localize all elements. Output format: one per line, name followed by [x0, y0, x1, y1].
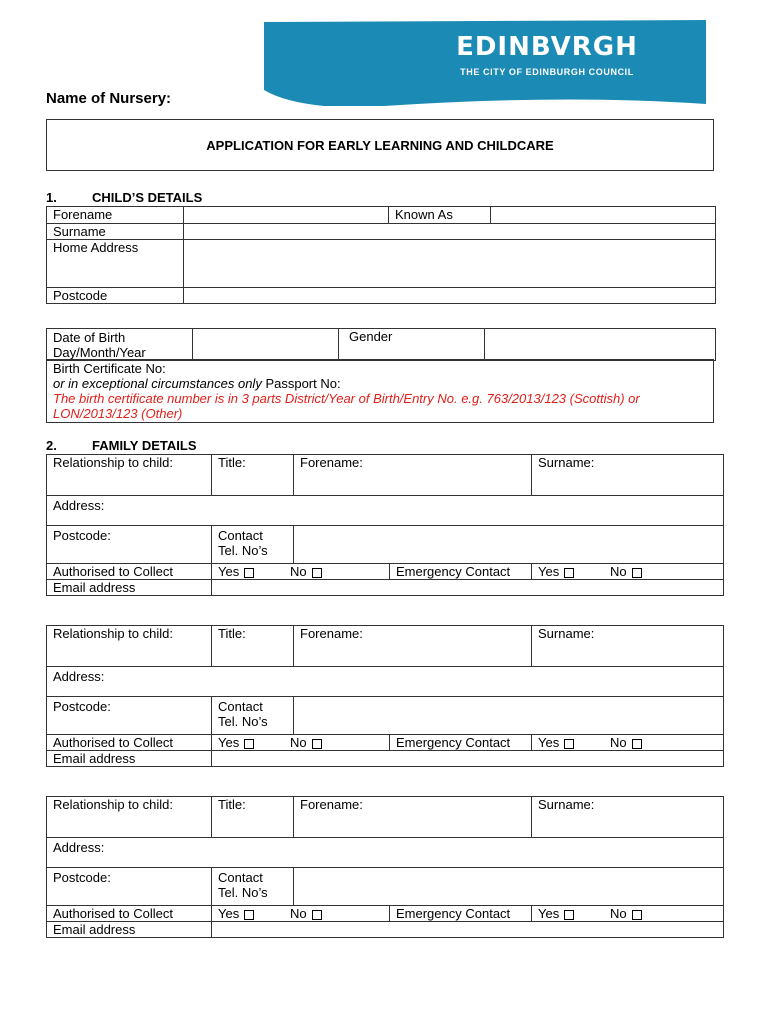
authorised-label: Authorised to Collect — [47, 564, 212, 580]
logo-wordmark: EDINBVRGH — [456, 32, 638, 62]
authorised-options — [212, 735, 390, 751]
email-label: Email address — [47, 922, 212, 938]
authorised-options — [212, 906, 390, 922]
child-known-as-field[interactable] — [491, 207, 716, 224]
postcode-field[interactable]: Postcode: — [47, 526, 212, 564]
contact-number-field[interactable] — [294, 526, 724, 564]
emergency-yes-label: Yes — [538, 564, 560, 579]
emergency-label: Emergency Contact — [390, 906, 532, 922]
surname-label: Surname — [47, 224, 184, 240]
known-as-label: Known As — [389, 207, 491, 224]
surname-field[interactable]: Surname: — [532, 626, 724, 667]
contact-label — [212, 697, 294, 735]
dob-table — [46, 328, 716, 361]
birth-cert-label: Birth Certificate No: — [53, 361, 166, 376]
address-field[interactable]: Address: — [47, 496, 724, 526]
email-field[interactable] — [212, 580, 724, 596]
section-2-heading — [46, 438, 346, 454]
form-title: APPLICATION FOR EARLY LEARNING AND CHILDCARE — [46, 119, 714, 171]
birth-cert-note: The birth certificate number is in 3 parts District/Year of Birth/Entry No. e.g. 763/2013/123 (Scottish) or LON/2013/123 (Other) — [53, 391, 640, 421]
emergency-no-option[interactable] — [610, 735, 642, 750]
contact-number-field[interactable] — [294, 697, 724, 735]
relationship-label[interactable]: Relationship to child: — [47, 455, 212, 496]
section-2-number: 2. — [46, 438, 57, 453]
address-field[interactable]: Address: — [47, 667, 724, 697]
family-member-table — [46, 625, 724, 767]
section-1-heading — [46, 190, 346, 206]
section-2-title: FAMILY DETAILS — [92, 438, 197, 453]
contact-label-line2: Tel. No’s — [218, 543, 268, 558]
authorised-no-option[interactable] — [290, 735, 322, 750]
gender-label: Gender — [339, 329, 485, 361]
checkbox-icon[interactable] — [564, 910, 574, 920]
emergency-options — [532, 906, 724, 922]
child-details-table — [46, 206, 716, 304]
emergency-no-option[interactable] — [610, 564, 642, 579]
contact-label-line1: Contact — [218, 699, 263, 714]
gender-field[interactable] — [485, 329, 716, 361]
title-label[interactable]: Title: — [212, 455, 294, 496]
emergency-no-label: No — [610, 564, 627, 579]
contact-label-line2: Tel. No’s — [218, 885, 268, 900]
relationship-label[interactable]: Relationship to child: — [47, 797, 212, 838]
birth-certificate-block[interactable] — [46, 359, 714, 423]
email-field[interactable] — [212, 751, 724, 767]
checkbox-icon[interactable] — [312, 739, 322, 749]
emergency-no-label: No — [610, 906, 627, 921]
surname-field[interactable]: Surname: — [532, 455, 724, 496]
dob-label-line2: Day/Month/Year — [53, 345, 146, 360]
checkbox-icon[interactable] — [244, 739, 254, 749]
family-member-table — [46, 796, 724, 938]
emergency-yes-option[interactable] — [538, 906, 610, 921]
authorised-options — [212, 564, 390, 580]
checkbox-icon[interactable] — [564, 568, 574, 578]
contact-label — [212, 526, 294, 564]
authorised-yes-option[interactable] — [218, 735, 290, 750]
checkbox-icon[interactable] — [244, 568, 254, 578]
forename-field[interactable]: Forename: — [294, 455, 532, 496]
authorised-yes-label: Yes — [218, 735, 240, 750]
section-1-title: CHILD’S DETAILS — [92, 190, 203, 205]
forename-field[interactable]: Forename: — [294, 626, 532, 667]
family-member-table — [46, 454, 724, 596]
emergency-options — [532, 735, 724, 751]
email-label: Email address — [47, 580, 212, 596]
child-address-field[interactable] — [184, 240, 716, 288]
authorised-label: Authorised to Collect — [47, 735, 212, 751]
dob-label-line1: Date of Birth — [53, 330, 126, 345]
authorised-yes-label: Yes — [218, 906, 240, 921]
address-field[interactable]: Address: — [47, 838, 724, 868]
forename-label: Forename — [47, 207, 184, 224]
emergency-yes-label: Yes — [538, 735, 560, 750]
emergency-yes-label: Yes — [538, 906, 560, 921]
authorised-no-option[interactable] — [290, 564, 322, 579]
authorised-no-option[interactable] — [290, 906, 322, 921]
checkbox-icon[interactable] — [632, 910, 642, 920]
emergency-label: Emergency Contact — [390, 735, 532, 751]
authorised-no-label: No — [290, 906, 307, 921]
authorised-yes-label: Yes — [218, 564, 240, 579]
logo-subtitle: THE CITY OF EDINBURGH COUNCIL — [460, 67, 634, 77]
email-field[interactable] — [212, 922, 724, 938]
emergency-options — [532, 564, 724, 580]
home-address-label: Home Address — [47, 240, 184, 288]
passport-label: Passport No: — [261, 376, 341, 391]
passport-line — [53, 376, 707, 391]
contact-number-field[interactable] — [294, 868, 724, 906]
section-1-number: 1. — [46, 190, 57, 205]
authorised-no-label: No — [290, 564, 307, 579]
emergency-label: Emergency Contact — [390, 564, 532, 580]
nursery-name-label: Name of Nursery: — [46, 90, 172, 107]
contact-label — [212, 868, 294, 906]
exceptional-text: or in exceptional circumstances only — [53, 376, 262, 391]
surname-field[interactable]: Surname: — [532, 797, 724, 838]
emergency-yes-option[interactable] — [538, 564, 610, 579]
authorised-yes-option[interactable] — [218, 564, 290, 579]
child-postcode-field[interactable] — [184, 288, 716, 304]
postcode-field[interactable]: Postcode: — [47, 697, 212, 735]
dob-field[interactable] — [193, 329, 339, 361]
authorised-no-label: No — [290, 735, 307, 750]
title-label[interactable]: Title: — [212, 626, 294, 667]
emergency-no-option[interactable] — [610, 906, 642, 921]
checkbox-icon[interactable] — [632, 739, 642, 749]
postcode-field[interactable]: Postcode: — [47, 868, 212, 906]
emergency-no-label: No — [610, 735, 627, 750]
email-label: Email address — [47, 751, 212, 767]
checkbox-icon[interactable] — [244, 910, 254, 920]
emergency-yes-option[interactable] — [538, 735, 610, 750]
title-label[interactable]: Title: — [212, 797, 294, 838]
forename-field[interactable]: Forename: — [294, 797, 532, 838]
child-forename-field[interactable] — [184, 207, 389, 224]
authorised-yes-option[interactable] — [218, 906, 290, 921]
checkbox-icon[interactable] — [312, 568, 322, 578]
child-surname-field[interactable] — [184, 224, 716, 240]
contact-label-line2: Tel. No’s — [218, 714, 268, 729]
postcode-label: Postcode — [47, 288, 184, 304]
authorised-label: Authorised to Collect — [47, 906, 212, 922]
contact-label-line1: Contact — [218, 528, 263, 543]
relationship-label[interactable]: Relationship to child: — [47, 626, 212, 667]
contact-label-line1: Contact — [218, 870, 263, 885]
checkbox-icon[interactable] — [312, 910, 322, 920]
checkbox-icon[interactable] — [632, 568, 642, 578]
checkbox-icon[interactable] — [564, 739, 574, 749]
dob-label — [47, 329, 193, 361]
